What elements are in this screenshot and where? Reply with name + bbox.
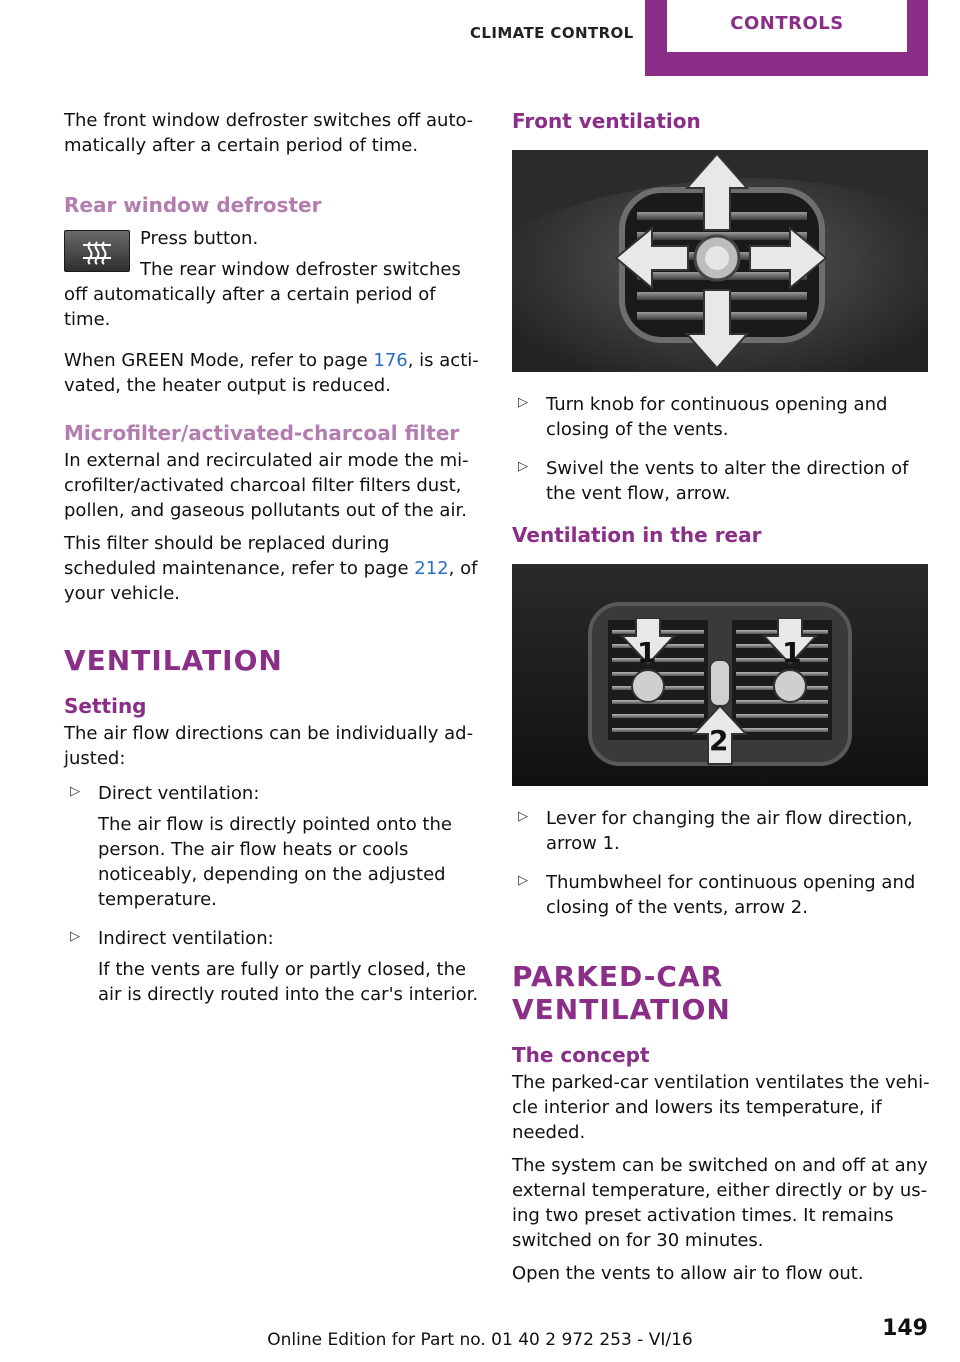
triangle-bullet-icon: ▷: [518, 873, 528, 888]
list-item-title: Direct ventilation:: [98, 783, 260, 804]
rear-defroster-desc: The rear window defroster switches off automatically after a certain period of time.: [64, 259, 461, 330]
concept-heading: The concept: [512, 1043, 650, 1067]
setting-paragraph: The air flow directions can be individually adjusted:: [64, 723, 474, 769]
triangle-bullet-icon: ▷: [518, 809, 528, 824]
arrow-label-2: 2: [709, 724, 729, 757]
rear-vent-list: [512, 806, 930, 920]
arrow-label-1-right: 1: [782, 636, 802, 669]
list-item: [64, 926, 482, 1007]
list-item: [512, 392, 930, 442]
parked-paragraph-3: Open the vents to allow air to flow out.: [512, 1263, 864, 1284]
page-number: 149: [882, 1316, 928, 1341]
intro-paragraph: The front window defroster switches off automatically after a certain period of time.: [64, 110, 474, 156]
list-item: [512, 870, 930, 920]
list-item-text: If the vents are fully or partly closed, the air is directly routed into the car's interior.: [98, 959, 479, 1005]
setting-heading: Setting: [64, 694, 147, 718]
page-link-176[interactable]: 176: [373, 350, 408, 371]
parked-paragraph-2: The system can be switched on and off at any external temperature, either directly or by using two preset activation times. It remains switched on for 30 minutes.: [512, 1155, 928, 1251]
page-link-212[interactable]: 212: [414, 558, 449, 579]
parked-paragraph-1: The parked-car ventilation ventilates the vehicle interior and lowers its temperature, if needed.: [512, 1072, 930, 1143]
header-section-title: CLIMATE CONTROL: [470, 24, 634, 42]
rear-ventilation-heading: Ventilation in the rear: [512, 523, 762, 547]
list-item: [512, 456, 930, 506]
rear-defroster-press: Press button.: [140, 228, 259, 249]
rear-vent-image: [512, 564, 928, 786]
triangle-bullet-icon: ▷: [70, 784, 80, 799]
ventilation-heading: VENTILATION: [64, 644, 283, 677]
list-item: [64, 781, 482, 912]
list-item-text: The air flow is directly pointed onto the person. The air flow heats or cools noticeably, depending on the adjusted temperature.: [98, 814, 452, 910]
triangle-bullet-icon: ▷: [518, 459, 528, 474]
rear-defroster-heading: Rear window defroster: [64, 193, 322, 217]
microfilter-paragraph-2: This filter should be replaced during scheduled maintenance, refer to page 212, of your vehicle.: [64, 533, 478, 604]
left-column: [64, 108, 482, 1021]
right-column: [512, 108, 930, 1296]
list-item-text: Turn knob for continuous opening and closing of the vents.: [546, 394, 888, 440]
triangle-bullet-icon: ▷: [70, 929, 80, 944]
ventilation-list: [64, 781, 482, 1007]
list-item-text: Thumbwheel for continuous opening and closing of the vents, arrow 2.: [546, 872, 916, 918]
header-chapter-title: CONTROLS: [730, 13, 844, 34]
list-item-title: Indirect ventilation:: [98, 928, 274, 949]
parked-car-ventilation-heading: PARKED-CAR VENTILATION: [512, 960, 731, 1026]
green-mode-paragraph: When GREEN Mode, refer to page 176, is activated, the heater output is reduced.: [64, 350, 479, 396]
header-chapter-tab: [645, 0, 928, 76]
triangle-bullet-icon: ▷: [518, 395, 528, 410]
arrow-label-1-left: 1: [637, 636, 657, 669]
list-item-text: Swivel the vents to alter the direction of the vent flow, arrow.: [546, 458, 909, 504]
rear-defroster-icon: [64, 230, 130, 272]
front-vent-image: [512, 150, 928, 372]
footer-edition: Online Edition for Part no. 01 40 2 972 253 - VI/16: [267, 1330, 693, 1350]
front-ventilation-heading: Front ventilation: [512, 109, 701, 133]
list-item: [512, 806, 930, 856]
rear-defroster-block: [64, 226, 482, 332]
microfilter-paragraph-1: In external and recirculated air mode the microfilter/activated charcoal filter filters dust, pollen, and gaseous pollutants out of the air.: [64, 450, 469, 521]
front-vent-list: [512, 392, 930, 506]
list-item-text: Lever for changing the air flow direction, arrow 1.: [546, 808, 913, 854]
microfilter-heading: Microfilter/activated-charcoal filter: [64, 421, 460, 445]
